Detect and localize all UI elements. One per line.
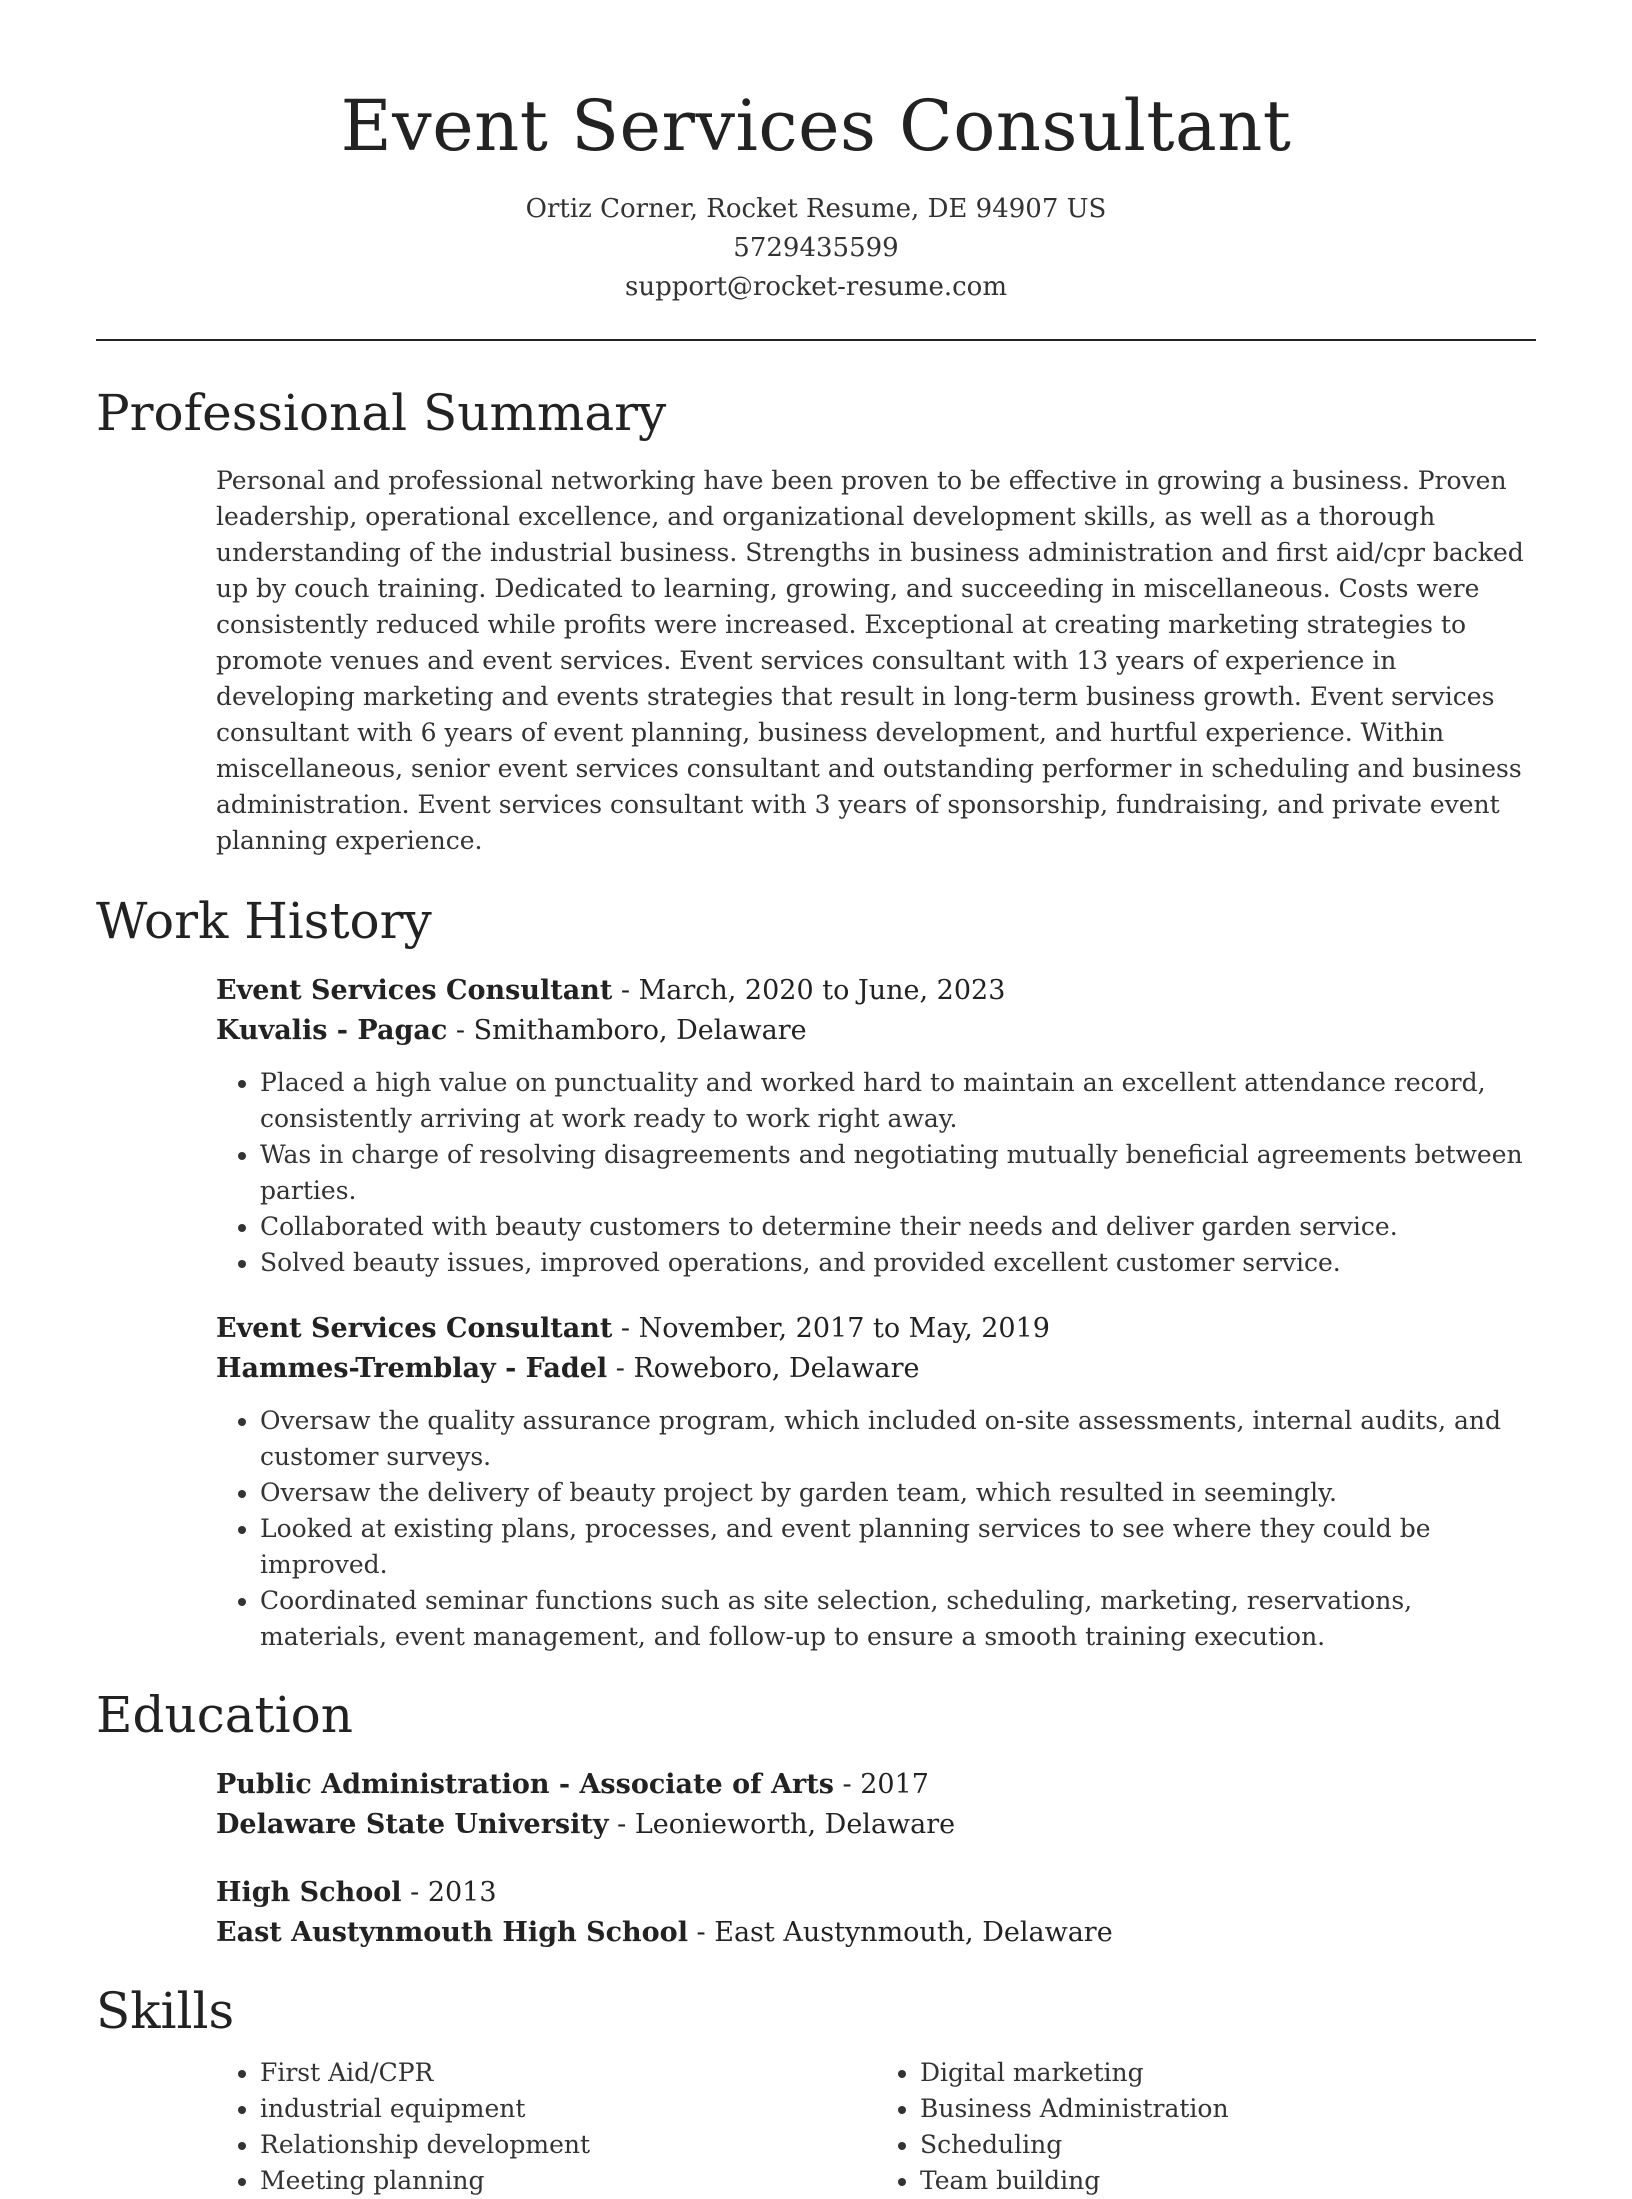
resume-header — [96, 0, 1536, 341]
job-title-line — [216, 971, 1536, 1011]
education-school-line — [216, 1805, 1536, 1845]
skill-item: • Relationship development — [260, 2127, 876, 2163]
job-bullet: • Oversaw the quality assurance program, which included on-site assessments, internal audits, and customer surveys. — [260, 1403, 1536, 1475]
summary-text: Personal and professional networking have been proven to be effective in growing a business. Proven leadership, operational excellence, and organizational development skills, as well as a thorough understanding of the industrial business. Strengths in business administration and first aid/cpr backed up by couch training. Dedicated to learning, growing, and succeeding in miscellaneous. Costs were consistently reduced while profits were increased. Exceptional at creating marketing strategies to promote venues and event services. Event services consultant with 13 years of experience in developing marketing and events strategies that result in long-term business growth. Event services consultant with 6 years of event planning, business development, and hurtful experience. Within miscellaneous, senior event services consultant and outstanding performer in scheduling and business administration. Event services consultant with 3 years of sponsorship, fundraising, and private event planning experience. — [216, 466, 1524, 855]
job-bullet: • Was in charge of resolving disagreements and negotiating mutually beneficial agreements between parties. — [260, 1137, 1536, 1209]
job-dates: - March, 2020 to June, 2023 — [612, 975, 1006, 1006]
job-entry — [216, 1309, 1536, 1655]
contact-info — [96, 190, 1536, 307]
job-role: Event Services Consultant — [216, 975, 613, 1006]
skill-item: • Digital marketing — [920, 2055, 1536, 2091]
job-bullet: • Placed a high value on punctuality and worked hard to maintain an excellent attendance record, consistently arriving at work ready to work right away. — [260, 1065, 1536, 1137]
skills-section — [96, 1979, 1536, 2199]
education-school: Delaware State University — [216, 1809, 609, 1840]
work-history-title: Work History — [96, 892, 432, 950]
education-degree-line — [216, 1765, 1536, 1805]
job-company: Hammes-Tremblay - Fadel — [216, 1353, 608, 1384]
skills-columns — [216, 2055, 1536, 2199]
job-dates: - November, 2017 to May, 2019 — [612, 1313, 1050, 1344]
job-bullets — [216, 1065, 1536, 1281]
skill-item: • Business Administration — [920, 2091, 1536, 2127]
education-degree: High School — [216, 1877, 402, 1908]
header-divider — [96, 339, 1536, 341]
contact-address: Ortiz Corner, Rocket Resume, DE 94907 US — [525, 194, 1107, 224]
education-entry — [216, 1765, 1536, 1845]
education-entry — [216, 1873, 1536, 1953]
education-school-line — [216, 1913, 1536, 1953]
contact-email: support@rocket-resume.com — [624, 272, 1007, 302]
job-bullet: • Looked at existing plans, processes, and event planning services to see where they could be improved. — [260, 1511, 1536, 1583]
education-degree: Public Administration - Associate of Arts — [216, 1769, 834, 1800]
skills-list-right — [876, 2055, 1536, 2199]
education-degree-line — [216, 1873, 1536, 1913]
education-year: - 2013 — [401, 1877, 497, 1908]
work-history-section — [96, 889, 1536, 1655]
skill-item: • industrial equipment — [260, 2091, 876, 2127]
job-entry — [216, 971, 1536, 1281]
skill-item: • Meeting planning — [260, 2163, 876, 2199]
education-location: - Leonieworth, Delaware — [608, 1809, 956, 1840]
education-year: - 2017 — [833, 1769, 929, 1800]
job-role: Event Services Consultant — [216, 1313, 613, 1344]
skill-item: • First Aid/CPR — [260, 2055, 876, 2091]
skills-title: Skills — [96, 1982, 235, 2040]
education-school: East Austynmouth High School — [216, 1917, 688, 1948]
job-location: - Smithamboro, Delaware — [447, 1015, 807, 1046]
job-location: - Roweboro, Delaware — [607, 1353, 920, 1384]
job-company-line — [216, 1011, 1536, 1051]
resume-page — [96, 0, 1536, 2199]
candidate-name: Event Services Consultant — [340, 85, 1292, 167]
job-bullet: • Oversaw the delivery of beauty project by garden team, which resulted in seemingly. — [260, 1475, 1536, 1511]
education-location: - East Austynmouth, Delaware — [687, 1917, 1113, 1948]
contact-phone: 5729435599 — [733, 233, 899, 263]
job-title-line — [216, 1309, 1536, 1349]
skill-item: • Scheduling — [920, 2127, 1536, 2163]
education-title: Education — [96, 1686, 353, 1744]
job-bullet: • Collaborated with beauty customers to determine their needs and deliver garden service. — [260, 1209, 1536, 1245]
job-company-line — [216, 1349, 1536, 1389]
summary-section — [96, 381, 1536, 859]
job-company: Kuvalis - Pagac — [216, 1015, 448, 1046]
skill-item: • Team building — [920, 2163, 1536, 2199]
job-bullet: • Coordinated seminar functions such as site selection, scheduling, marketing, reservations, materials, event management, and follow-up to ensure a smooth training execution. — [260, 1583, 1536, 1655]
education-section — [96, 1683, 1536, 1953]
job-bullet: • Solved beauty issues, improved operations, and provided excellent customer service. — [260, 1245, 1536, 1281]
skills-list-left — [216, 2055, 876, 2199]
summary-title: Professional Summary — [96, 384, 667, 442]
job-bullets — [216, 1403, 1536, 1655]
